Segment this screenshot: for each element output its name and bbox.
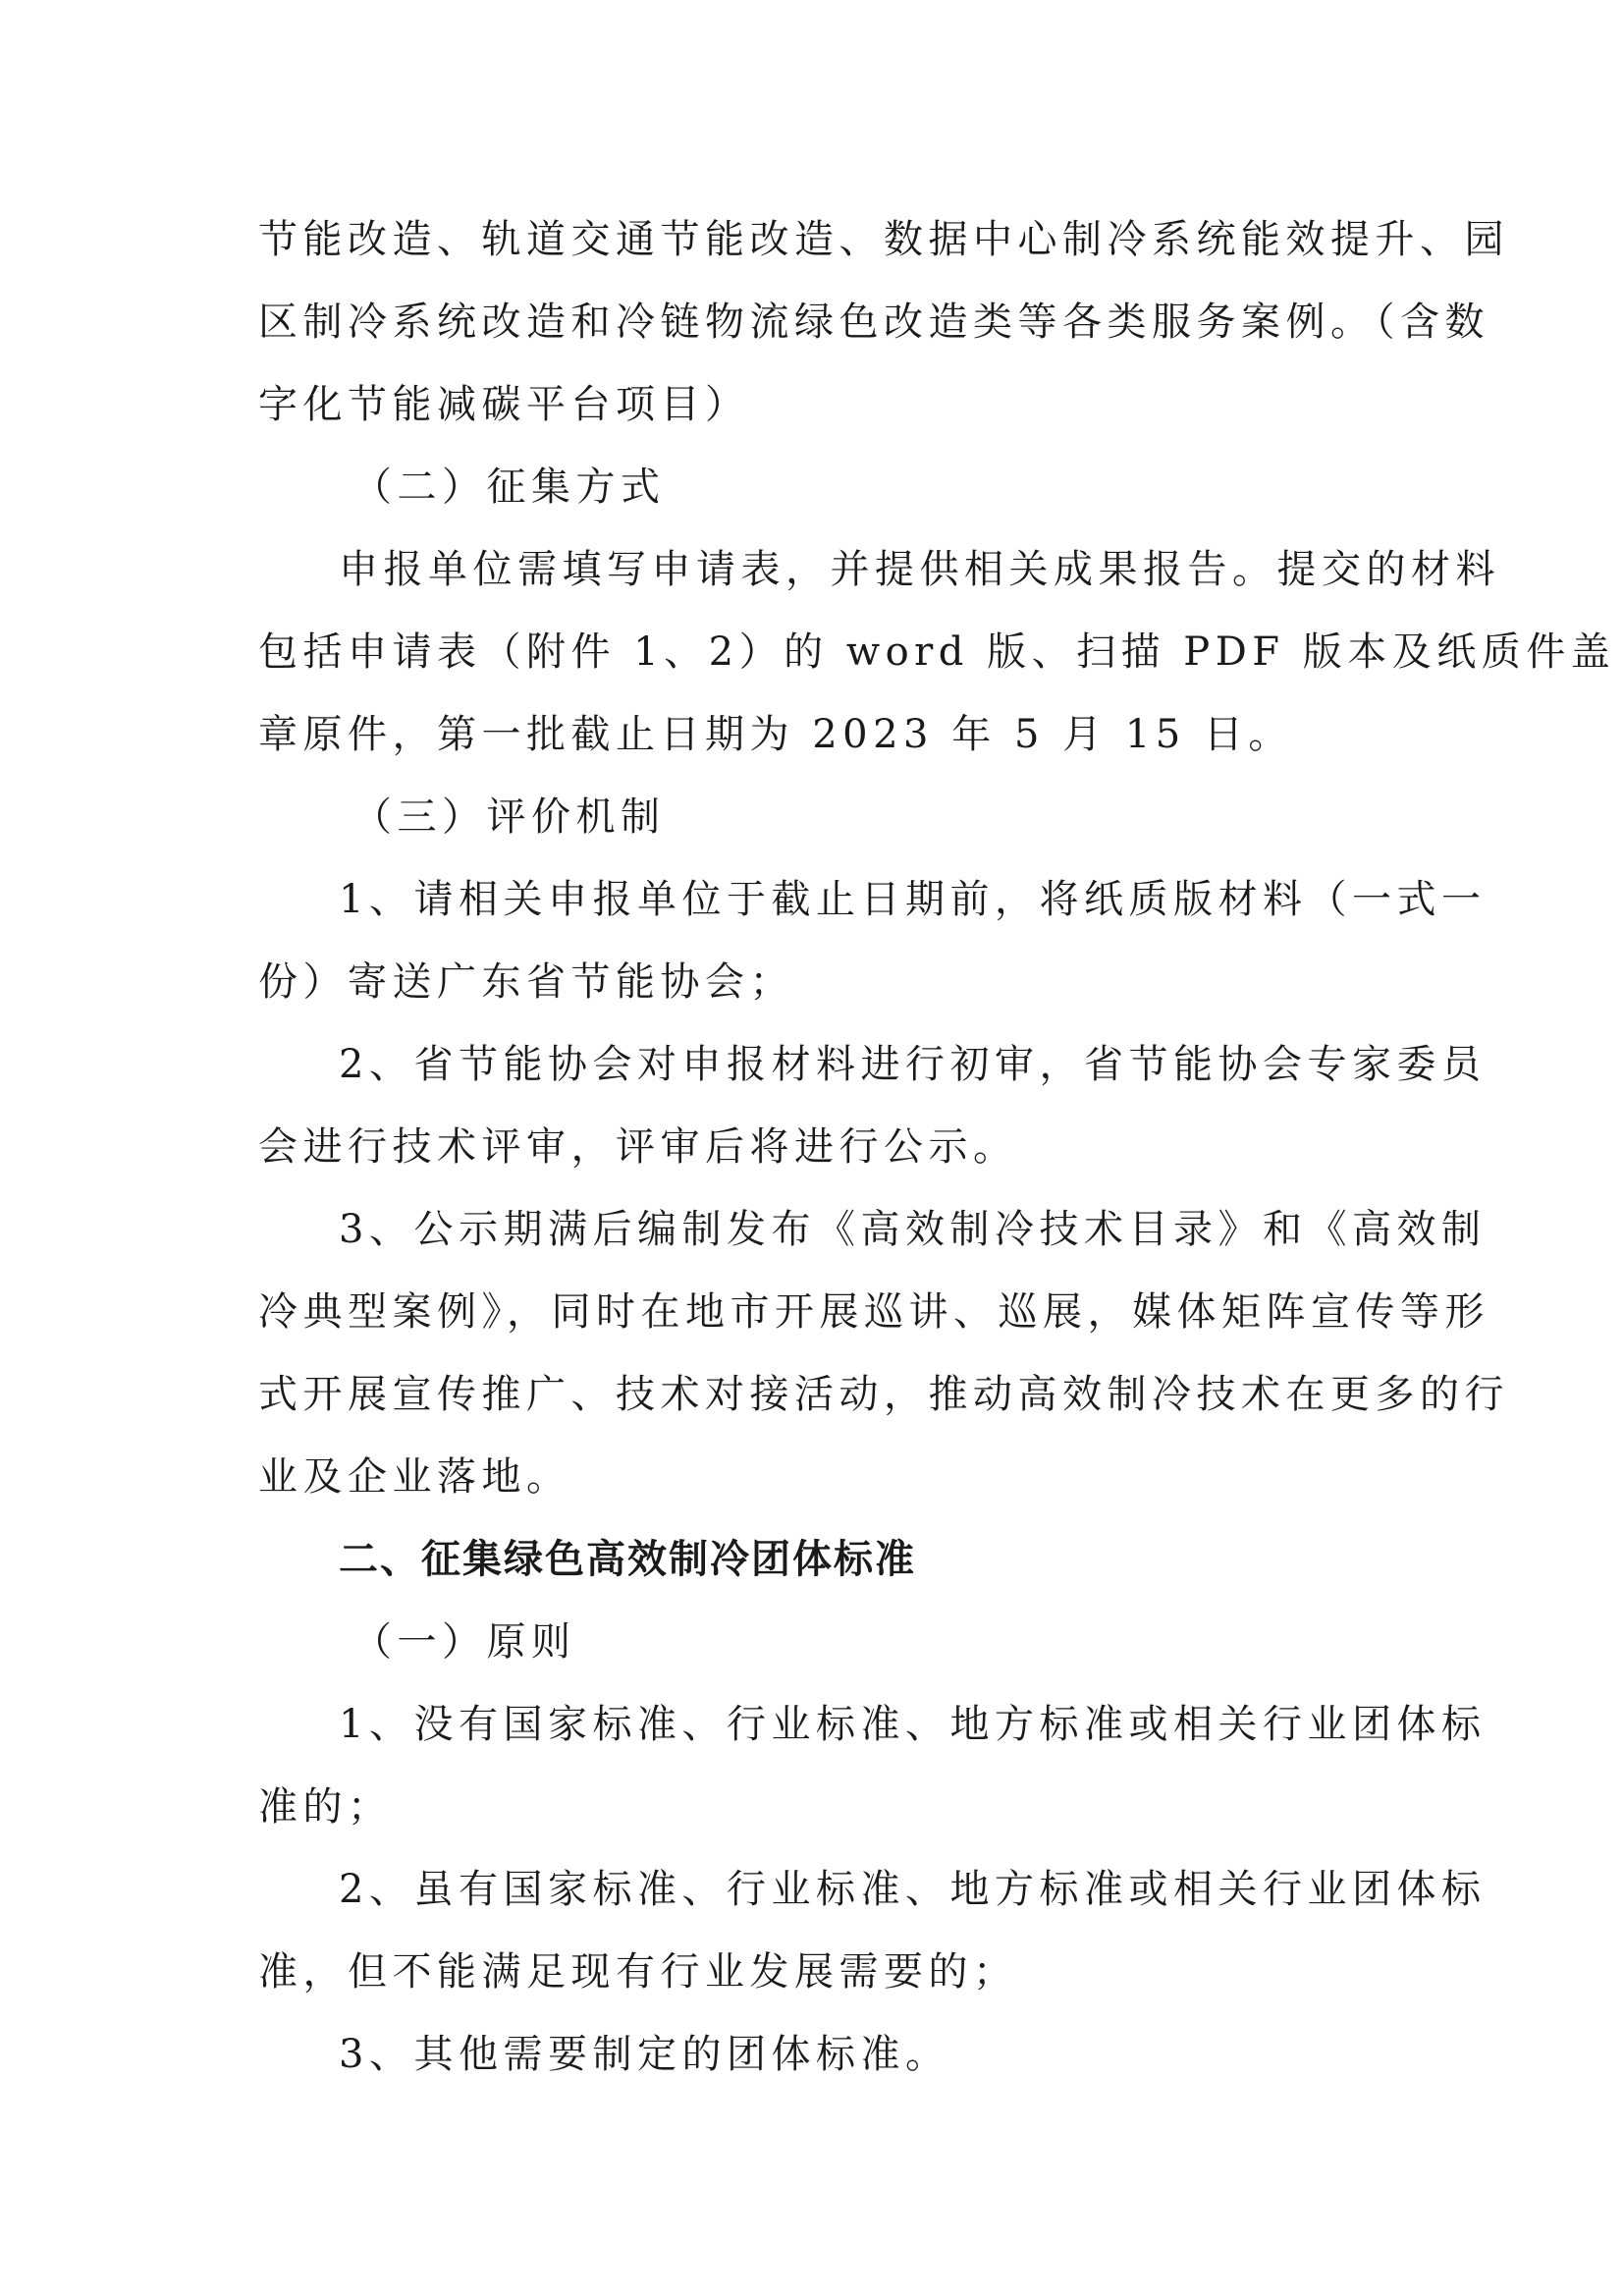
- body-text-line: 份）寄送广东省节能协会；: [258, 959, 794, 1005]
- section-heading-principles: （一）原则: [352, 1619, 576, 1665]
- body-text-line: 区制冷系统改造和冷链物流绿色改造类等各类服务案例。（含数: [258, 300, 1489, 345]
- body-text-line: 字化节能减碳平台项目）: [258, 382, 750, 427]
- body-text-line: 冷典型案例》，同时在地市开展巡讲、巡展，媒体矩阵宣传等形: [258, 1289, 1489, 1335]
- body-text-line: 会进行技术评审，评审后将进行公示。: [258, 1124, 1018, 1170]
- list-item-text: 1、没有国家标准、行业标准、地方标准或相关行业团体标: [339, 1702, 1487, 1747]
- body-text-line: 节能改造、轨道交通节能改造、数据中心制冷系统能效提升、园: [258, 217, 1509, 262]
- body-text-line: 章原件，第一批截止日期为 2023 年 5 月 15 日。: [258, 712, 1293, 757]
- section-heading-collection-method: （二）征集方式: [352, 465, 666, 510]
- section-heading-green-standards: 二、征集绿色高效制冷团体标准: [339, 1537, 916, 1582]
- list-item-text: 1、请相关申报单位于截止日期前，将纸质版材料（一式一: [339, 877, 1487, 922]
- list-item-text: 2、省节能协会对申报材料进行初审，省节能协会专家委员: [339, 1042, 1487, 1087]
- list-item-text: 3、其他需要制定的团体标准。: [339, 2032, 950, 2077]
- body-text-line: 式开展宣传推广、技术对接活动，推动高效制冷技术在更多的行: [258, 1372, 1509, 1417]
- list-item-text: 2、虽有国家标准、行业标准、地方标准或相关行业团体标: [339, 1867, 1487, 1912]
- body-text-line: 包括申请表（附件 1、2）的 word 版、扫描 PDF 版本及纸质件盖: [258, 629, 1616, 675]
- list-item-text: 3、公示期满后编制发布《高效制冷技术目录》和《高效制: [339, 1207, 1487, 1252]
- body-text-line: 准，但不能满足现有行业发展需要的；: [258, 1949, 1018, 1995]
- section-heading-evaluation-mechanism: （三）评价机制: [352, 794, 666, 840]
- body-text-line: 申报单位需填写申请表，并提供相关成果报告。提交的材料: [339, 547, 1500, 592]
- body-text-line: 准的；: [258, 1784, 393, 1830]
- body-text-line: 业及企业落地。: [258, 1454, 571, 1500]
